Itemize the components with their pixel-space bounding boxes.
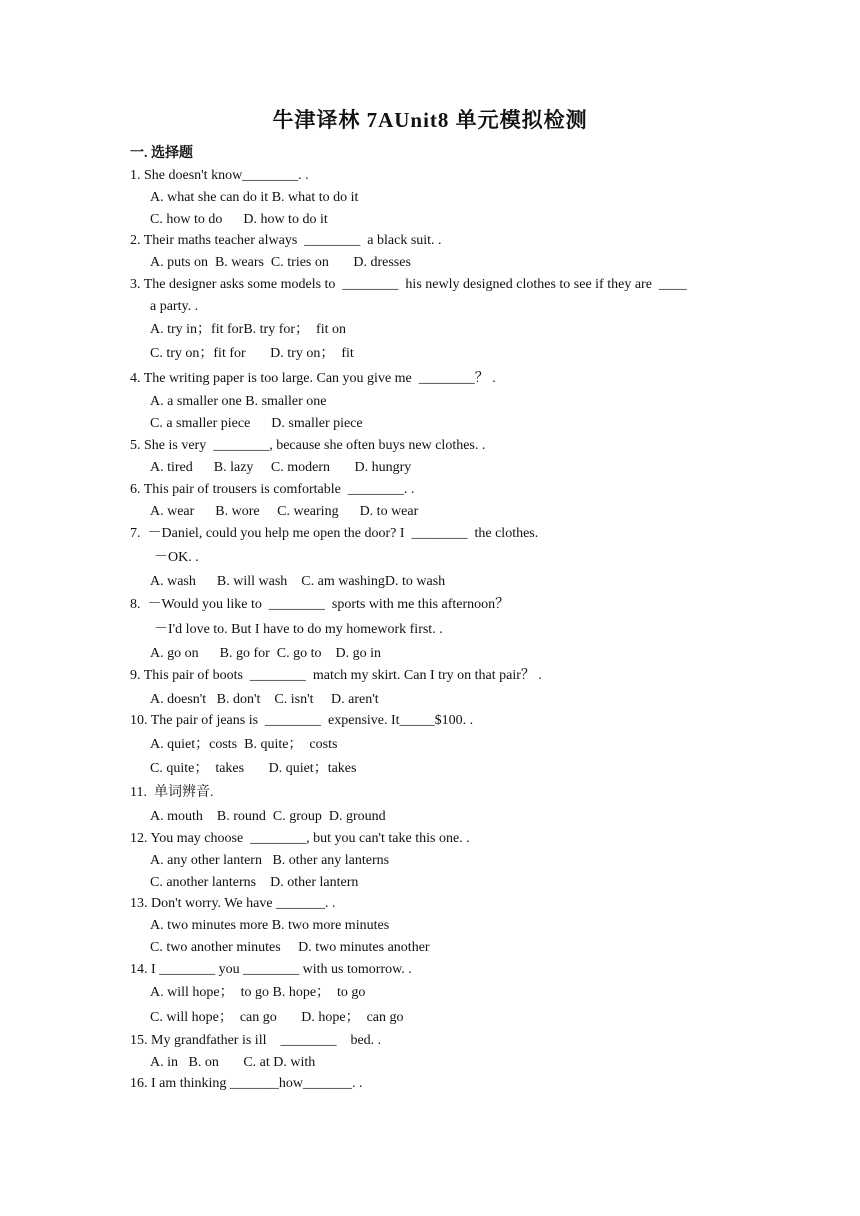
option-line: A. mouth B. round C. group D. ground [150, 809, 386, 824]
option-line: C. will hope； can go D. hope； can go [150, 1010, 404, 1025]
question-line: 8. －Would you like to ________ sports with me this afternoon？ [130, 597, 510, 612]
question-line: 2. Their maths teacher always ________ a black suit. . [130, 233, 442, 248]
question-line: 12. You may choose ________, but you can't take this one. . [130, 831, 470, 846]
question-line: 13. Don't worry. We have _______. . [130, 896, 336, 911]
option-line: C. another lanterns D. other lantern [150, 875, 359, 890]
page-title: 牛津译林 7AUnit8 单元模拟检测 [272, 108, 588, 132]
question-line: 15. My grandfather is ill ________ bed. . [130, 1033, 382, 1048]
question-line: 9. This pair of boots ________ match my skirt. Can I try on that pair？ . [130, 668, 542, 683]
question-line: 16. I am thinking _______how_______. . [130, 1076, 363, 1091]
option-line: A. puts on B. wears C. tries on D. dresses [150, 255, 411, 270]
option-line: A. any other lantern B. other any lanterns [150, 853, 390, 868]
option-line: A. will hope； to go B. hope； to go [150, 985, 366, 1000]
option-line: A. a smaller one B. smaller one [150, 394, 327, 409]
question-line: 10. The pair of jeans is ________ expensive. It_____$100. . [130, 713, 474, 728]
option-line: A. what she can do it B. what to do it [150, 190, 359, 205]
option-line: C. a smaller piece D. smaller piece [150, 416, 363, 431]
option-line: A. go on B. go for C. go to D. go in [150, 646, 381, 661]
question-line: 5. She is very ________, because she often buys new clothes. . [130, 438, 486, 453]
question-line: 6. This pair of trousers is comfortable ________. . [130, 482, 415, 497]
option-line: A. try in；fit forB. try for； fit on [150, 322, 346, 337]
option-line: C. try on；fit for D. try on； fit [150, 346, 354, 361]
option-line: A. in B. on C. at D. with [150, 1055, 316, 1070]
question-line: 11. 单词辨音. [130, 785, 214, 800]
dialogue-line: －OK. . [154, 550, 199, 565]
question-line: 3. The designer asks some models to ________ his newly designed clothes to see if they are ____ [130, 277, 687, 292]
option-line: C. how to do D. how to do it [150, 212, 328, 227]
option-line: A. two minutes more B. two more minutes [150, 918, 390, 933]
option-line: A. wear B. wore C. wearing D. to wear [150, 504, 419, 519]
question-line: 4. The writing paper is too large. Can you give me ________？ . [130, 371, 496, 386]
question-line: 7. －Daniel, could you help me open the door? I ________ the clothes. [130, 526, 539, 541]
option-line: A. quiet；costs B. quite； costs [150, 737, 338, 752]
dialogue-line: －I'd love to. But I have to do my homework first. . [154, 622, 443, 637]
question-continuation: a party. . [150, 299, 199, 314]
option-line: C. two another minutes D. two minutes another [150, 940, 430, 955]
section-heading: 一. 选择题 [130, 146, 193, 161]
option-line: A. doesn't B. don't C. isn't D. aren't [150, 692, 379, 707]
question-line: 1. She doesn't know________. . [130, 168, 309, 183]
question-line: 14. I ________ you ________ with us tomorrow. . [130, 962, 412, 977]
option-line: A. tired B. lazy C. modern D. hungry [150, 460, 412, 475]
option-line: A. wash B. will wash C. am washingD. to wash [150, 574, 446, 589]
option-line: C. quite； takes D. quiet；takes [150, 761, 357, 776]
